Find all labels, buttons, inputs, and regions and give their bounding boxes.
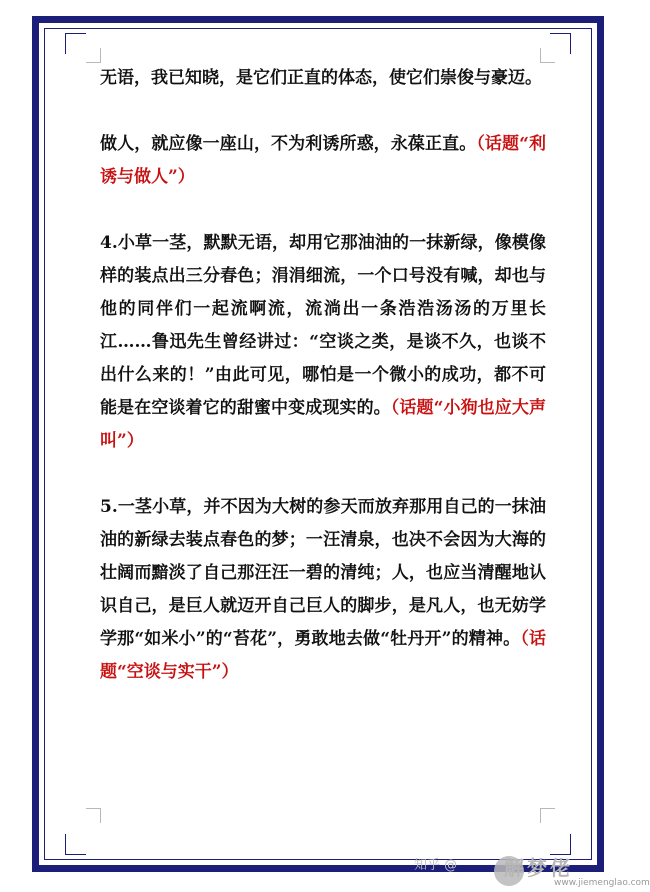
crop-mark xyxy=(540,808,555,823)
crop-mark xyxy=(86,48,101,63)
document-body xyxy=(100,62,546,689)
corner-ornament xyxy=(65,33,86,54)
topic-note: （话题“空谈与实干”） xyxy=(100,629,547,682)
paragraph-text: 4.小草一茎，默默无语，却用它那油油的一抹新绿，像模像样的装点出三分春色；涓涓细流，一个口号没有喊，却也与他的同伴们一起流啊流，流淌出一条浩浩汤汤的万里长江……鲁迅先生曾经讲过：“空谈之类，是谈不久，也谈不出什么来的！”由此可见，哪怕是一个微小的成功，都不可能是在空谈着它的甜蜜中变成现实的。 xyxy=(100,233,546,418)
paragraph xyxy=(100,227,546,458)
watermark xyxy=(414,852,650,892)
corner-ornament xyxy=(65,834,86,855)
paragraph-text: 5.一茎小草，并不因为大树的参天而放弃那用自己的一抹油油的新绿去装点春色的梦；一汪清泉，也决不会因为大海的壮阔而黯淡了自己那汪汪一碧的清纯；人，也应当清醒地认识自己，是巨人就迈开自己巨人的脚步，是凡人，也无妨学学那“如米小”的“苔花”，勇敢地去做“牡丹开”的精神。 xyxy=(100,497,546,649)
paragraph xyxy=(100,128,546,194)
paragraph-text: 无语，我已知晓，是它们正直的体态，使它们崇俊与豪迈。 xyxy=(100,68,542,88)
topic-note: （话题“小狗也应大声叫”） xyxy=(100,398,547,451)
topic-note: （话题“利诱与做人”） xyxy=(100,134,547,187)
paragraph xyxy=(100,62,546,95)
paragraph-text: 做人，就应像一座山，不为利诱所惑，永葆正直。 xyxy=(100,134,477,154)
watermark-logo-text: 解梦佬 xyxy=(504,856,573,880)
paragraph xyxy=(100,491,546,689)
crop-mark xyxy=(86,808,101,823)
watermark-url: www.jiemenglao.com xyxy=(554,878,650,888)
watermark-text: 知乎 @ xyxy=(414,858,458,873)
crop-mark xyxy=(540,48,555,63)
